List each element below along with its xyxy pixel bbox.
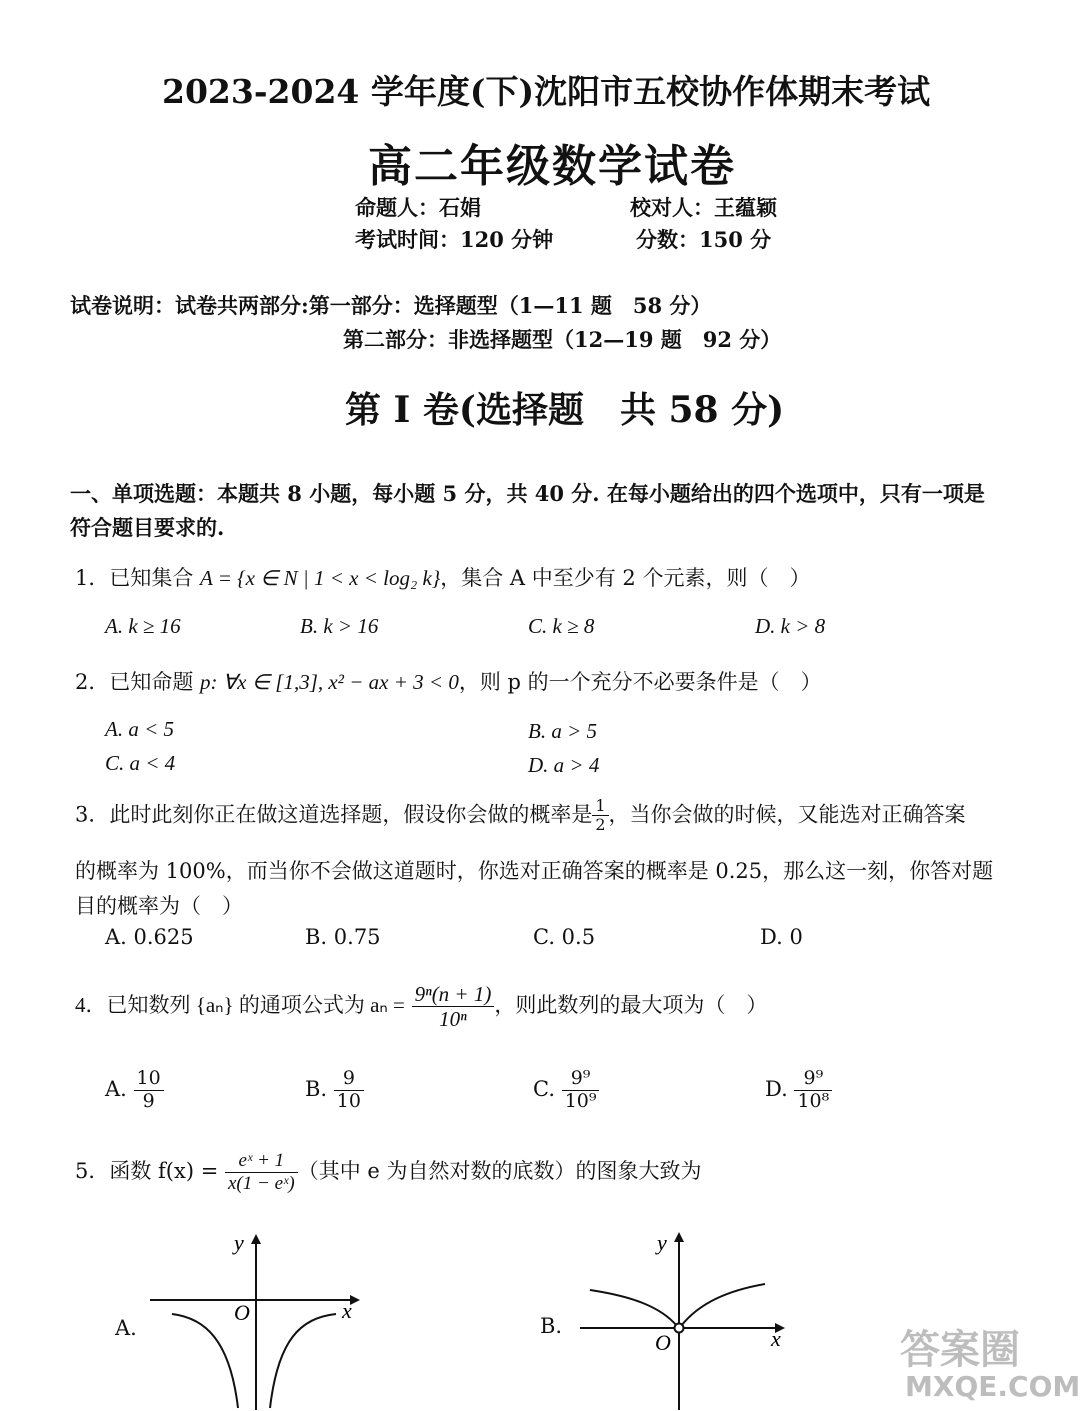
watermark-url: MXQE.COM	[905, 1370, 1080, 1403]
part1-heading-line1: 一、单项选题：本题共 8 小题，每小题 5 分，共 40 分. 在每小题给出的四个选项中，只有一项是	[70, 481, 985, 506]
graph-b-x-label: x	[771, 1326, 781, 1351]
question-2-prefix: 2．已知命题	[75, 670, 201, 694]
question-5-prefix: 5．函数 f(x) =	[75, 1158, 219, 1183]
q4-option-d-label: D.	[765, 1076, 788, 1101]
question-1-suffix: ，集合 A 中至少有 2 个元素，则（ ）	[440, 566, 811, 590]
instructions-line2: 第二部分：非选择题型（12—19 题 92 分）	[343, 327, 782, 352]
paper-title: 高二年级数学试卷	[368, 141, 736, 192]
author-label: 命题人：石娟	[355, 195, 481, 220]
question-4-prefix: 4．已知数列 {aₙ} 的通项公式为 aₙ =	[75, 993, 405, 1018]
graph-a-left-branch	[172, 1314, 238, 1408]
question-1-prefix: 1．已知集合	[75, 566, 201, 590]
question-3-fraction	[592, 797, 608, 835]
q5-graph-b[interactable]	[575, 1228, 790, 1410]
question-3-frac-den: 2	[595, 815, 606, 835]
exam-title: 2023-2024 学年度(下)沈阳市五校协作体期末考试	[162, 72, 931, 111]
question-2	[75, 666, 822, 696]
proofreader-label: 校对人：王蕴颖	[630, 195, 777, 220]
graph-a-right-branch	[270, 1314, 336, 1408]
q4-option-a-num: 10	[134, 1068, 164, 1091]
graph-b-origin-label: O	[655, 1330, 671, 1355]
question-4-frac-den: 10ⁿ	[439, 1007, 467, 1032]
watermark-logo: 答案圈	[900, 1327, 1020, 1373]
q2-option-a[interactable]: A. a < 5	[105, 717, 174, 741]
question-3-line1	[75, 797, 966, 835]
question-3-suffix: ，当你会做的时候，又能选对正确答案	[608, 802, 966, 827]
q4-option-a-den: 9	[142, 1089, 155, 1112]
q4-option-b-num: 9	[334, 1068, 364, 1091]
q1-option-b[interactable]: B. k > 16	[300, 614, 379, 638]
q4-option-c-den: 10⁹	[564, 1089, 597, 1112]
question-4-suffix: ，则此数列的最大项为（ ）	[494, 993, 768, 1018]
graph-b-y-arrow	[674, 1232, 684, 1242]
q2-option-b[interactable]: B. a > 5	[528, 719, 597, 743]
question-1	[75, 562, 810, 592]
question-1-formula: A = {x ∈ N | 1 < x < log₂ k}	[200, 566, 441, 590]
q4-option-b-fraction	[334, 1068, 364, 1113]
q4-option-a[interactable]	[105, 1068, 164, 1113]
q4-option-c[interactable]	[533, 1068, 599, 1113]
q4-option-b-den: 10	[336, 1089, 361, 1112]
question-3-line3: 目的概率为（ ）	[75, 894, 243, 918]
graph-b-left-branch	[590, 1290, 677, 1326]
question-4	[75, 982, 767, 1031]
question-2-suffix: ，则 p 的一个充分不必要条件是（ ）	[458, 670, 822, 694]
q4-option-c-label: C.	[533, 1076, 555, 1101]
question-5-frac-num: eˣ + 1	[225, 1150, 298, 1173]
q4-option-c-fraction	[562, 1068, 600, 1113]
graph-a-y-arrow	[251, 1234, 261, 1244]
graph-b-y-label: y	[657, 1230, 667, 1255]
q3-option-d[interactable]: D. 0	[760, 925, 803, 949]
q4-option-d-fraction	[794, 1068, 832, 1113]
q2-option-c[interactable]: C. a < 4	[105, 751, 176, 775]
question-4-fraction	[412, 982, 495, 1031]
graph-b-right-branch	[681, 1284, 765, 1326]
q4-option-d-num: 9⁹	[794, 1068, 832, 1091]
graph-b-hollow-point	[675, 1324, 684, 1333]
q5-option-b-label[interactable]: B.	[540, 1314, 563, 1338]
section-title: 第 I 卷(选择题 共 58 分)	[345, 389, 785, 431]
score-label: 分数：150 分	[636, 227, 772, 252]
q5-option-a-label[interactable]: A.	[115, 1316, 137, 1340]
graph-a-x-label: x	[342, 1298, 352, 1323]
question-5-frac-den: x(1 − eˣ)	[228, 1172, 295, 1194]
question-5-fraction	[225, 1150, 298, 1195]
q4-option-d[interactable]	[765, 1068, 832, 1113]
q4-option-d-den: 10⁸	[797, 1089, 830, 1112]
q3-option-a[interactable]: A. 0.625	[105, 925, 194, 949]
q4-option-b[interactable]	[305, 1068, 364, 1113]
graph-a-y-label: y	[234, 1230, 244, 1255]
q4-option-c-num: 9⁹	[562, 1068, 600, 1091]
question-5	[75, 1150, 702, 1195]
q3-option-b[interactable]: B. 0.75	[305, 925, 381, 949]
q4-option-a-fraction	[134, 1068, 164, 1113]
q2-option-d[interactable]: D. a > 4	[528, 753, 600, 777]
graph-a-origin-label: O	[234, 1300, 250, 1325]
question-2-formula: p: ∀x ∈ [1,3], x² − ax + 3 < 0	[200, 670, 459, 694]
q1-option-a[interactable]: A. k ≥ 16	[105, 614, 181, 638]
duration-label: 考试时间：120 分钟	[355, 227, 554, 252]
q4-option-b-label: B.	[305, 1076, 328, 1101]
part1-heading-line2: 符合题目要求的.	[70, 515, 225, 540]
question-3-line2: 的概率为 100%，而当你不会做这道题时，你选对正确答案的概率是 0.25，那么这一刻，你答对题	[75, 859, 994, 883]
q1-option-c[interactable]: C. k ≥ 8	[528, 614, 595, 638]
q3-option-c[interactable]: C. 0.5	[533, 925, 596, 949]
question-3-prefix: 3．此时此刻你正在做这道选择题，假设你会做的概率是	[75, 802, 593, 827]
q4-option-a-label: A.	[105, 1076, 127, 1101]
q5-graph-a[interactable]	[150, 1230, 370, 1410]
q1-option-d[interactable]: D. k > 8	[755, 614, 826, 638]
question-5-suffix: （其中 e 为自然对数的底数）的图象大致为	[297, 1158, 702, 1183]
question-4-frac-num: 9ⁿ(n + 1)	[412, 982, 495, 1007]
instructions-line1: 试卷说明：试卷共两部分:第一部分：选择题型（1—11 题 58 分）	[70, 293, 712, 318]
question-3-frac-num: 1	[592, 797, 608, 816]
